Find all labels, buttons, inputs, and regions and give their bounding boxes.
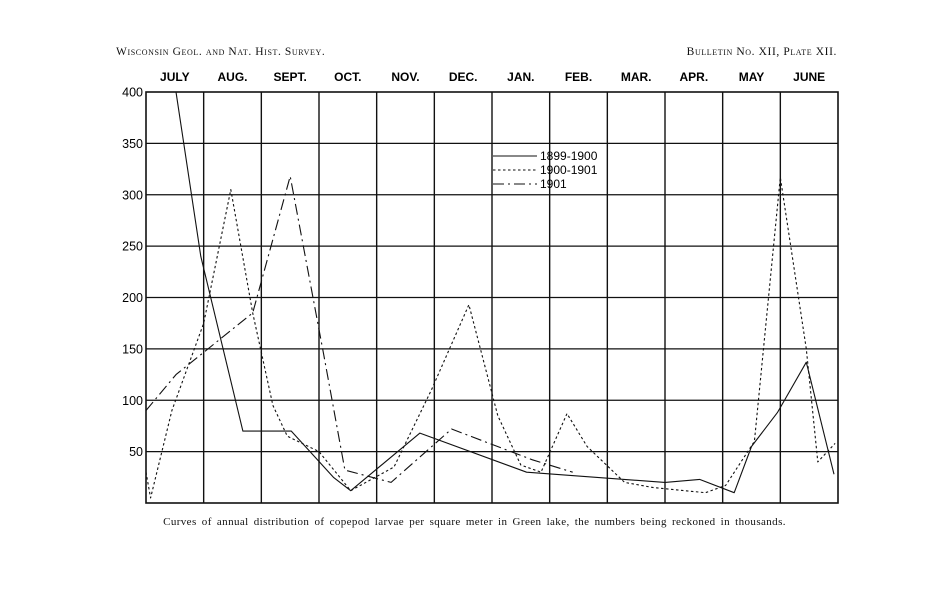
month-label: MAY (738, 70, 765, 84)
y-axis-ticks (122, 86, 143, 460)
header-right: Bulletin No. XII, Plate XII. (686, 46, 837, 58)
legend-label: 1899-1900 (540, 149, 598, 163)
month-label: SEPT. (273, 70, 307, 84)
month-label: APR. (679, 70, 709, 84)
y-tick-label: 300 (122, 188, 143, 203)
y-tick-label: 350 (122, 136, 143, 151)
month-label: DEC. (448, 70, 478, 84)
chart-legend (493, 149, 598, 191)
series-lines (146, 92, 835, 498)
y-tick-label: 150 (122, 342, 143, 357)
month-labels (160, 70, 825, 84)
y-tick-label: 250 (122, 239, 143, 254)
series-line (146, 176, 573, 482)
month-label: JAN. (507, 70, 535, 84)
month-label: JUNE (793, 70, 826, 84)
month-label: AUG. (217, 70, 248, 84)
series-line (176, 92, 834, 493)
y-tick-label: 100 (122, 393, 143, 408)
header-left: Wisconsin Geol. and Nat. Hist. Survey. (116, 46, 326, 58)
y-tick-label: 400 (122, 85, 143, 100)
legend-label: 1900-1901 (540, 163, 598, 177)
chart-grid (146, 92, 838, 503)
y-tick-label: 50 (129, 445, 143, 460)
legend-label: 1901 (540, 177, 567, 191)
series-line (146, 177, 835, 498)
month-label: OCT. (334, 70, 362, 84)
month-label: MAR. (620, 70, 652, 84)
month-label: NOV. (391, 70, 420, 84)
month-label: FEB. (564, 70, 593, 84)
y-tick-label: 200 (122, 291, 143, 305)
figure-caption: Curves of annual distribution of copepod larvae per square meter in Green lake, the numbers being reckoned in thousands. (163, 516, 786, 528)
month-label: JULY (160, 70, 190, 84)
